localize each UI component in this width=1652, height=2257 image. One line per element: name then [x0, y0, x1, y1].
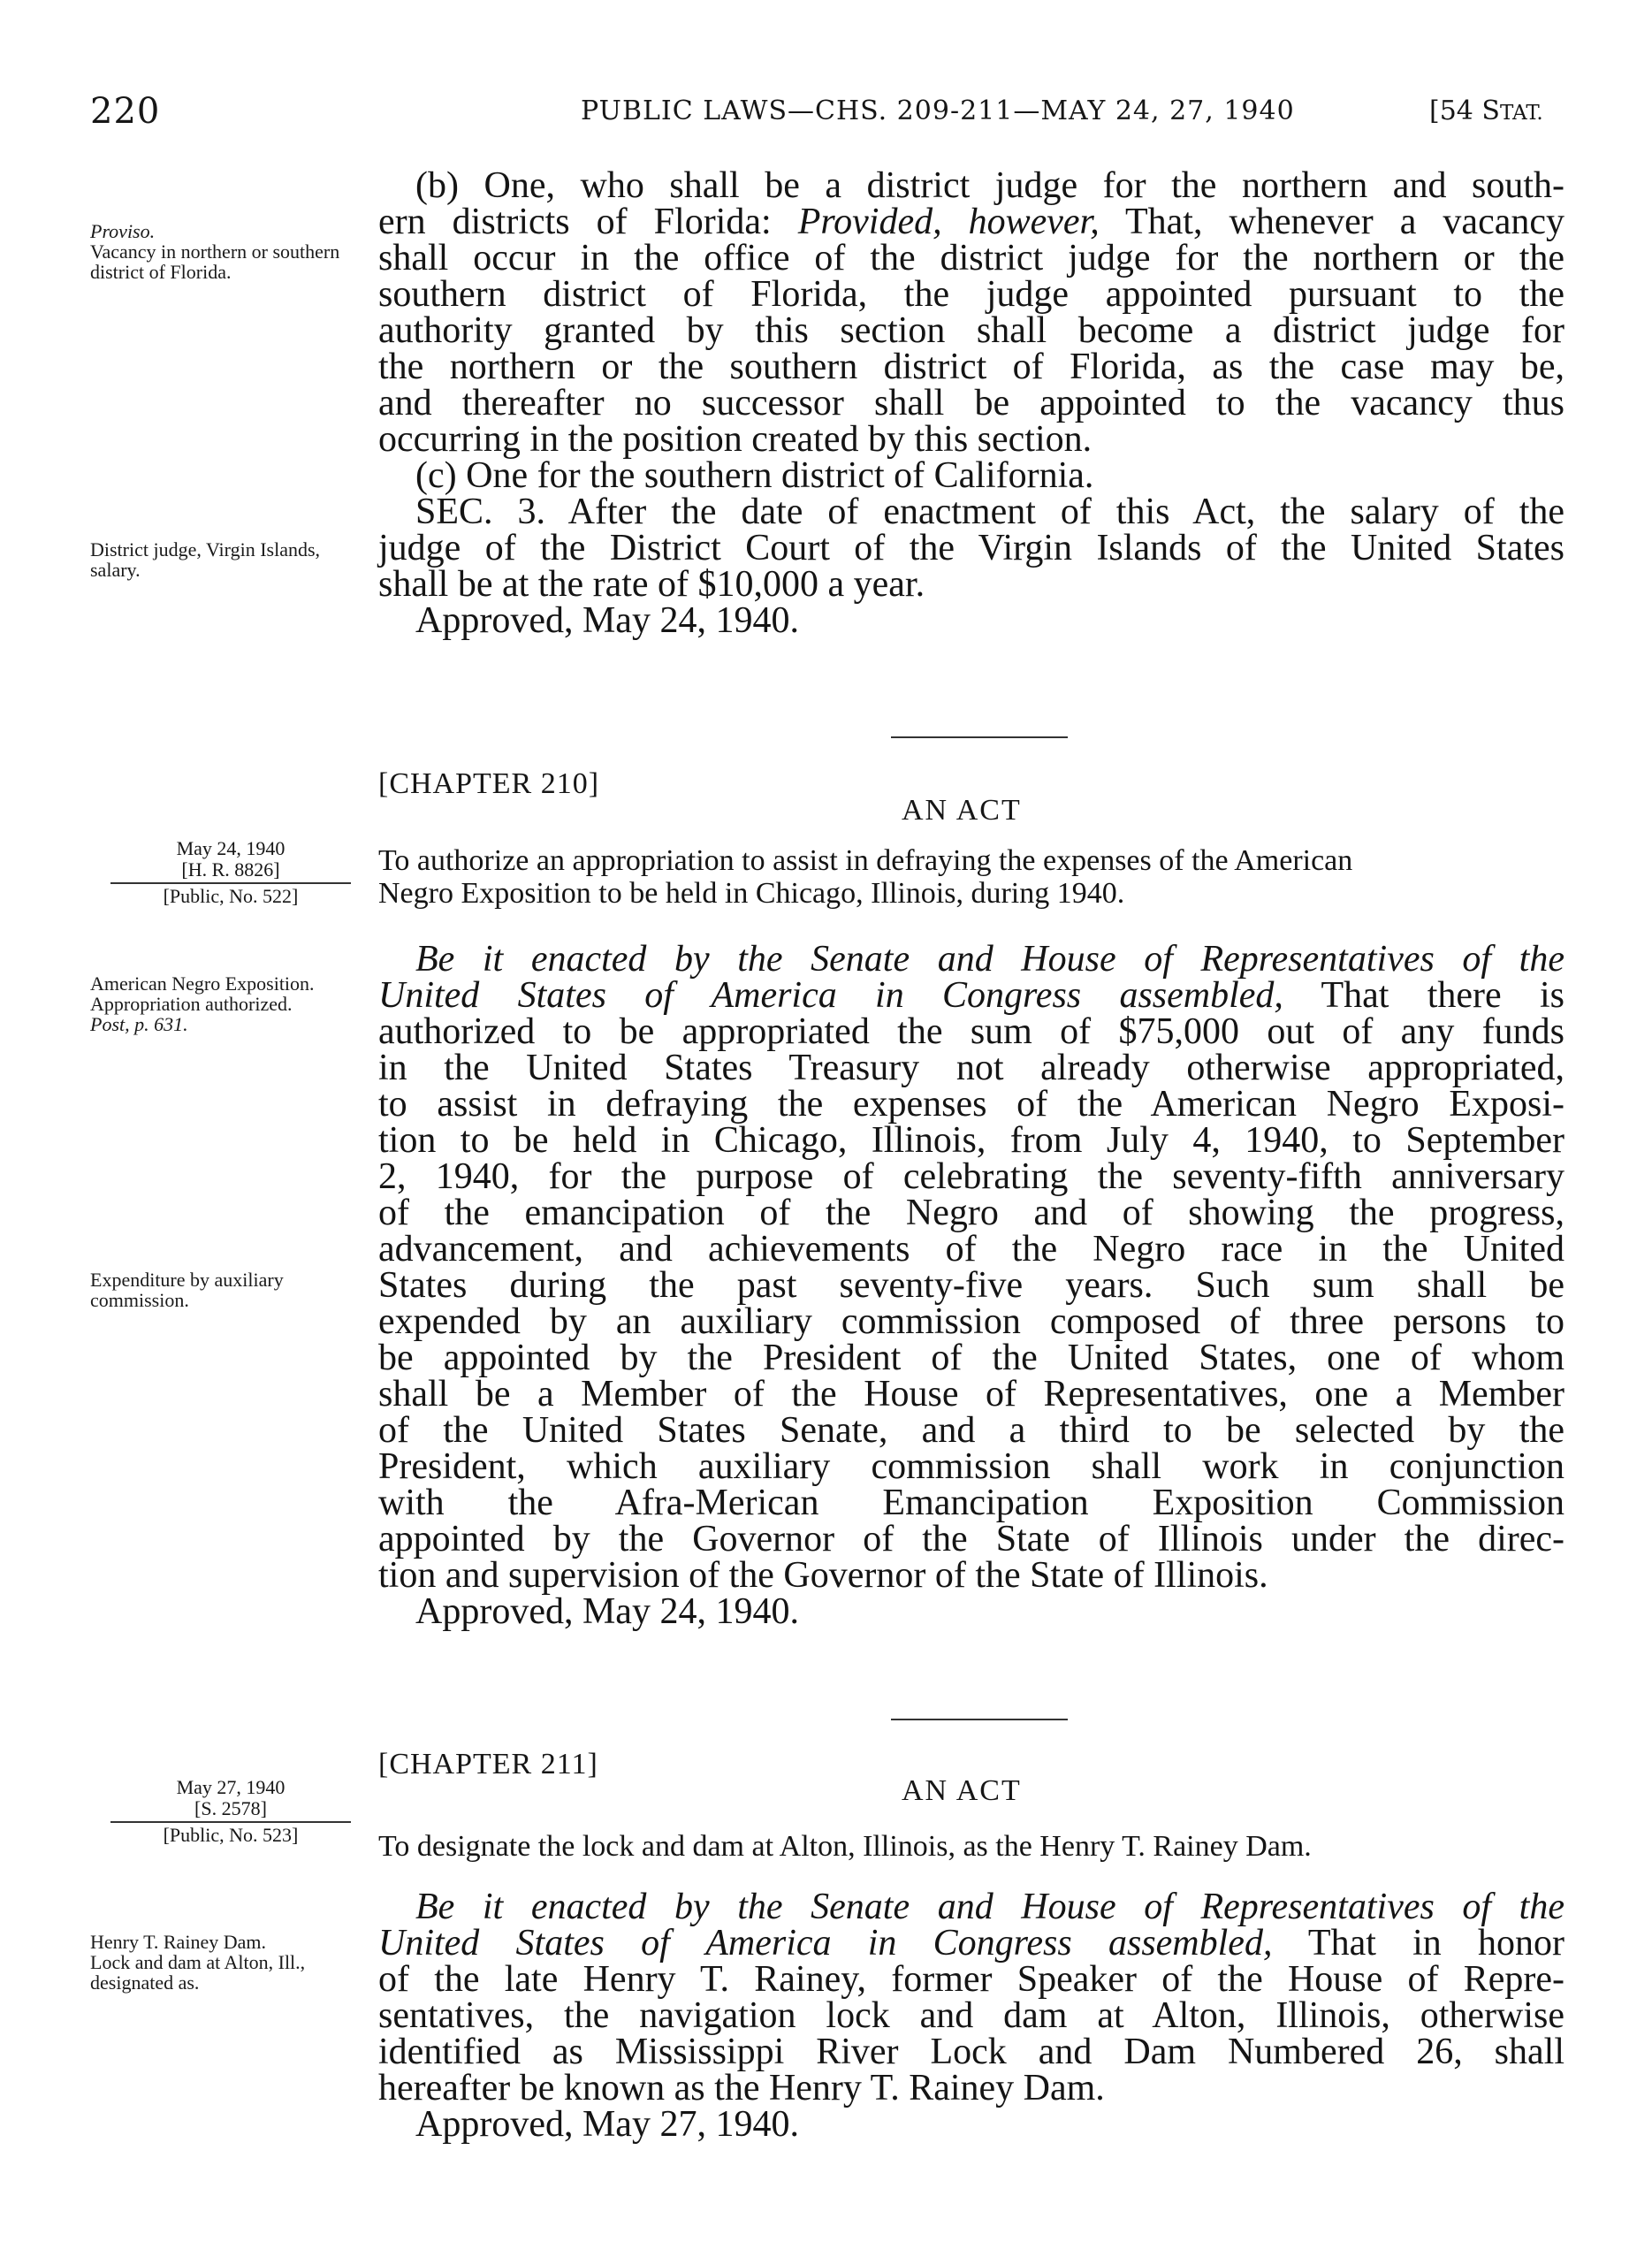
text-line: judge of the District Court of the Virgin Islands of the United States — [378, 528, 1564, 568]
ch211-date: May 27, 1940 — [176, 1776, 285, 1798]
text-line: with the Afra-Merican Emancipation Exposition Commission — [378, 1483, 1564, 1523]
exposition-title: American Negro Exposition. — [90, 972, 315, 995]
text-line: hereafter be known as the Henry T. Rainey Dam. — [378, 2068, 1105, 2108]
proviso-label: Proviso. — [90, 220, 156, 242]
text-line: shall be at the rate of $10,000 a year. — [378, 564, 925, 605]
enacting-clause: Be it enacted by the Senate and House of Representatives of the — [415, 939, 1564, 980]
enacting-clause: Be it enacted by the Senate and House of Representatives of the — [415, 1887, 1564, 1927]
statute-suffix: TAT. — [1499, 102, 1543, 125]
text-line: States during the past seventy-five years. Such sum shall be — [378, 1265, 1564, 1306]
ch211-body — [378, 1889, 1564, 2143]
ch210-bill: [H. R. 8826] — [181, 858, 280, 881]
ch210-purpose — [378, 844, 1564, 910]
section-divider — [891, 736, 1068, 738]
text-line: the northern or the southern district of Florida, as the case may be, — [378, 347, 1564, 387]
para-c: (c) One for the southern district of California. — [415, 455, 1094, 496]
ch211-purpose — [378, 1830, 1564, 1863]
rainey-title: Henry T. Rainey Dam. — [90, 1931, 266, 1953]
ch210-approved: Approved, May 24, 1940. — [415, 1591, 799, 1632]
ch210-date: May 24, 1940 — [176, 837, 285, 859]
ch211-sidebox — [110, 1777, 351, 1846]
text-line: 2, 1940, for the purpose of celebrating the seventy-fifth anniversary — [378, 1156, 1564, 1197]
ch210-heading: [CHAPTER 210] — [378, 767, 600, 800]
margin-note-proviso — [90, 221, 355, 282]
running-header-title: PUBLIC LAWS—CHS. 209-211—MAY 24, 27, 1940 — [581, 95, 1295, 126]
text-line: shall be a Member of the House of Representatives, one a Member — [378, 1374, 1564, 1414]
proviso-text: Vacancy in northern or southern district of Florida. — [90, 240, 340, 283]
ch209-para-b — [378, 165, 1564, 641]
text-line: authorized to be appropriated the sum of $75,000 out of any funds — [378, 1011, 1564, 1052]
text-line: occurring in the position created by this section. — [378, 419, 1092, 460]
purpose-line: To designate the lock and dam at Alton, Illinois, as the Henry T. Rainey Dam. — [378, 1830, 1312, 1863]
ch211-bill: [S. 2578] — [194, 1797, 267, 1819]
text-line: expended by an auxiliary commission composed of three persons to — [378, 1301, 1564, 1342]
text-line: advancement, and achievements of the Negro race in the United — [378, 1229, 1564, 1270]
margin-note-expenditure: Expenditure by auxiliary commission. — [90, 1269, 284, 1311]
section-label: SEC. 3. — [415, 492, 545, 532]
text-line: (b) One, who shall be a district judge for the northern and south- — [415, 165, 1564, 206]
text-run: ern districts of Florida: — [378, 202, 772, 242]
text-line: be appointed by the President of the United States, one of whom — [378, 1338, 1564, 1378]
margin-note-exposition — [90, 973, 354, 1034]
page-number: 220 — [90, 91, 161, 132]
text-line — [378, 939, 1564, 980]
text-line — [378, 1889, 1564, 1925]
ch210-sidebox-rule — [110, 882, 351, 884]
margin-note-virgin-islands: District judge, Virgin Islands, salary. — [90, 538, 321, 581]
ch211-heading: [CHAPTER 211] — [378, 1748, 598, 1780]
text-line — [378, 494, 1564, 530]
text-line: of the late Henry T. Rainey, former Speaker of the House of Repre- — [378, 1959, 1564, 2000]
ch210-public: [Public, No. 522] — [163, 885, 299, 907]
text-line: tion to be held in Chicago, Illinois, from July 4, 1940, to September — [378, 1120, 1564, 1161]
text-line: tion and supervision of the Governor of the State of Illinois. — [378, 1555, 1268, 1596]
margin-note-rainey — [90, 1932, 355, 1993]
purpose-line: To authorize an appropriation to assist in defraying the expenses of the American — [378, 844, 1353, 877]
text-line: sentatives, the navigation lock and dam at Alton, Illinois, otherwise — [378, 1995, 1564, 2036]
ch211-an-act: AN ACT — [902, 1774, 1022, 1807]
text-line: authority granted by this section shall become a district judge for — [378, 310, 1564, 351]
purpose-line: Negro Exposition to be held in Chicago, Illinois, during 1940. — [378, 877, 1125, 910]
text-line: southern district of Florida, the judge appointed pursuant to the — [378, 274, 1564, 315]
text-line — [378, 204, 1564, 240]
text-run: That in honor — [1272, 1923, 1564, 1963]
ch210-an-act: AN ACT — [902, 794, 1022, 827]
ch210-sidebox — [110, 838, 351, 907]
text-line: in the United States Treasury not already otherwise appropriated, — [378, 1048, 1564, 1088]
ch211-approved: Approved, May 27, 1940. — [415, 2104, 799, 2145]
text-line: to assist in defraying the expenses of the American Negro Exposi- — [378, 1084, 1564, 1125]
ch211-public: [Public, No. 523] — [163, 1824, 299, 1846]
text-line: shall occur in the office of the district judge for the northern or the — [378, 238, 1564, 278]
text-run: After the date of enactment of this Act, the salary of the — [545, 492, 1564, 532]
text-line: of the emancipation of the Negro and of showing the progress, — [378, 1193, 1564, 1233]
text-line: identified as Mississippi River Lock and Dam Numbered 26, shall — [378, 2032, 1564, 2072]
ch209-approved: Approved, May 24, 1940. — [415, 600, 799, 641]
enacting-clause: United States of America in Congress assembled, — [378, 1923, 1273, 1963]
text-line — [378, 975, 1564, 1016]
ch211-sidebox-rule — [110, 1821, 351, 1823]
ch210-body — [378, 939, 1564, 1632]
text-run: That, whenever a vacancy — [1099, 202, 1564, 242]
text-line: President, which auxiliary commission shall work in conjunction — [378, 1446, 1564, 1487]
text-line: of the United States Senate, and a third to be selected by the — [378, 1410, 1564, 1451]
statute-volume-ref — [1429, 95, 1543, 126]
section-divider — [891, 1719, 1068, 1720]
statute-prefix: [54 S — [1429, 95, 1500, 126]
text-line: and thereafter no successor shall be appointed to the vacancy thus — [378, 383, 1564, 423]
text-line — [378, 1925, 1564, 1962]
text-line: appointed by the Governor of the State of Illinois under the direc- — [378, 1519, 1564, 1559]
text-run: That there is — [1283, 975, 1564, 1016]
appropriation-note: Appropriation authorized. — [90, 993, 293, 1015]
post-ref: Post, p. 631. — [90, 1013, 188, 1035]
lock-dam-note: Lock and dam at Alton, Ill., designated as. — [90, 1951, 306, 1994]
proviso-italic: Provided, however, — [771, 202, 1100, 242]
enacting-clause: United States of America in Congress assembled, — [378, 975, 1283, 1016]
